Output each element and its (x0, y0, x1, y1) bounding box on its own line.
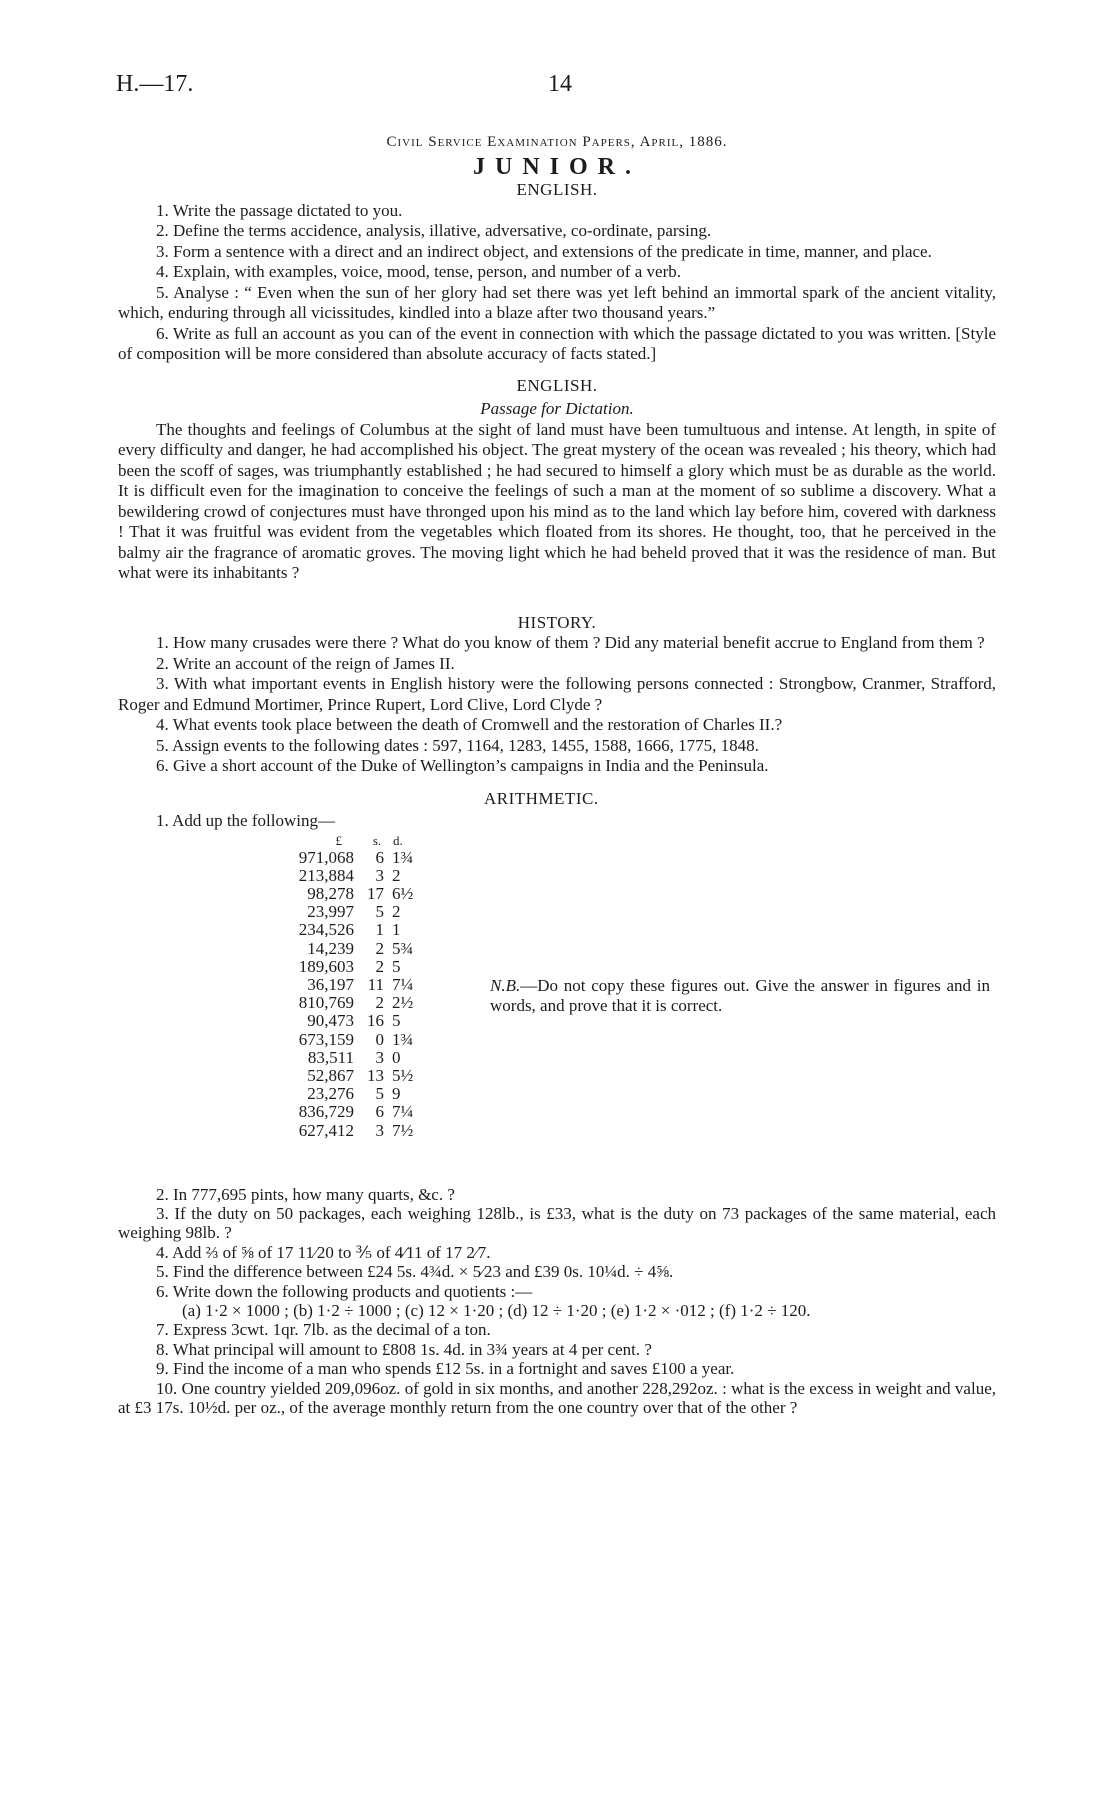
money-table-row (268, 976, 424, 994)
pounds-column-header: £ (335, 832, 342, 848)
pence-column-header: d. (393, 832, 403, 848)
pounds-cell: 90,473 (307, 1011, 354, 1031)
money-table-row (268, 921, 424, 939)
pence-cell: 7½ (392, 1120, 414, 1140)
shillings-cell: 5 (375, 902, 384, 922)
arithmetic-section (118, 787, 996, 1185)
question: 3. If the duty on 50 packages, each weighing 128lb., is £33, what is the duty on 73 packages of the same material, each weighing 98lb. ? (118, 1203, 996, 1243)
pounds-cell: 83,511 (307, 1047, 354, 1067)
money-table-row (268, 994, 424, 1012)
question: 5. Find the difference between £24 5s. 4¾d. × 5⁄23 and £39 0s. 10¼d. ÷ 4⅝. (156, 1262, 674, 1282)
pounds-cell: 971,068 (298, 847, 354, 867)
shillings-cell: 3 (375, 865, 384, 885)
nota-bene (490, 976, 990, 1017)
question: 4. Explain, with examples, voice, mood, tense, person, and number of a verb. (156, 262, 681, 281)
question: 2. Define the terms accidence, analysis, illative, adversative, co-ordinate, parsing. (156, 221, 712, 240)
dictation-heading: ENGLISH. (516, 375, 598, 395)
money-table-row (268, 885, 424, 903)
question: 1. Add up the following— (156, 810, 335, 830)
pounds-cell: 23,997 (307, 902, 354, 922)
page-header (118, 60, 996, 100)
shillings-cell: 2 (375, 956, 384, 976)
question: 3. Form a sentence with a direct and an indirect object, and extensions of the predicate in time, manner, and place. (156, 241, 932, 261)
money-table-row (268, 1012, 424, 1030)
arithmetic-heading: ARITHMETIC. (484, 788, 599, 808)
pounds-cell: 810,769 (298, 993, 354, 1013)
question: 5. Analyse : “ Even when the sun of her glory had set there was yet left behind an immortal spark of the ancient vitality, which, enduring through all vicissitudes, kindled into a blaze after two thousand years.” (118, 282, 996, 322)
english-questions (118, 201, 996, 365)
money-table-row (268, 867, 424, 885)
money-table (268, 833, 424, 1140)
pence-cell: 5¾ (392, 938, 414, 958)
shillings-cell: 0 (375, 1029, 384, 1049)
pounds-cell: 52,867 (307, 1065, 354, 1085)
page-number: 14 (548, 71, 572, 97)
history-questions (118, 633, 996, 777)
pence-cell: 1 (392, 920, 401, 940)
pence-cell: 1¾ (392, 1029, 414, 1049)
shillings-cell: 6 (375, 847, 384, 867)
exam-page (118, 60, 996, 1417)
pence-cell: 5½ (392, 1065, 414, 1085)
pence-cell: 0 (392, 1047, 401, 1067)
pounds-cell: 36,197 (307, 974, 354, 994)
pence-cell: 9 (392, 1084, 401, 1104)
shillings-cell: 2 (375, 993, 384, 1013)
shillings-cell: 13 (367, 1065, 384, 1085)
question: 6. Give a short account of the Duke of Wellington’s campaigns in India and the Peninsula. (156, 756, 769, 775)
pounds-cell: 234,526 (298, 920, 354, 940)
question: 1. How many crusades were there ? What do you know of them ? Did any material benefit accrue to England from them ? (156, 633, 985, 652)
level-title: JUNIOR. (472, 153, 641, 180)
shillings-cell: 3 (375, 1047, 384, 1067)
question: 7. Express 3cwt. 1qr. 7lb. as the decimal of a ton. (156, 1320, 491, 1340)
pence-cell: 5 (392, 956, 401, 976)
question: 5. Assign events to the following dates : 597, 1164, 1283, 1455, 1588, 1666, 1775, 1848. (156, 735, 759, 755)
money-table-row (268, 1049, 424, 1067)
pence-cell: 2 (392, 902, 401, 922)
dictation-passage: The thoughts and feelings of Columbus at the sight of land must have been tumultuous and intense. At length, in spite of every difficulty and danger, he had accomplished his object. The great mystery of the ocean was revealed ; his theory, which had been the scoff of sages, was triumphantly established ; he had secured to himself a glory which must be as durable as the world. It is difficult even for the imagination to conceive the feelings of such a man at the moment of so sublime a discovery. What a bewildering crowd of conjectures must have thronged upon his mind as to the land which lay before him, covered with darkness ! That it was fruitful was evident from the vegetables which floated from its shores. He thought, too, that he perceived in the balmy air the fragrance of aromatic groves. The moving light which he had beheld proved that it was the residence of man. But what were its inhabitants ? (118, 419, 996, 582)
shillings-cell: 1 (375, 920, 384, 940)
shillings-cell: 3 (375, 1120, 384, 1140)
money-table-row (268, 849, 424, 867)
question: 2. In 777,695 pints, how many quarts, &c. ? (156, 1184, 455, 1204)
money-table-row (268, 940, 424, 958)
money-table-row (268, 1103, 424, 1121)
exam-title: Civil Service Examination Papers, April, 1886. (386, 134, 728, 150)
shillings-cell: 11 (367, 974, 384, 994)
pounds-cell: 836,729 (298, 1102, 354, 1122)
question: 4. What events took place between the death of Cromwell and the restoration of Charles II.? (156, 715, 783, 734)
question: 3. With what important events in English history were the following persons connected : Strongbow, Cranmer, Strafford, Roger and Edmund Mortimer, Prince Rupert, Lord Clive, Lord Clyde ? (118, 674, 996, 714)
shillings-cell: 17 (367, 883, 384, 903)
pence-cell: 7¼ (392, 974, 414, 994)
pounds-cell: 627,412 (298, 1120, 354, 1140)
question: 8. What principal will amount to £808 1s. 4d. in 3¾ years at 4 per cent. ? (156, 1339, 652, 1359)
pounds-cell: 189,603 (298, 956, 354, 976)
question: 1. Write the passage dictated to you. (156, 200, 403, 220)
pence-cell: 7¼ (392, 1102, 414, 1122)
money-table-row (268, 1122, 424, 1140)
pounds-cell: 213,884 (298, 865, 354, 885)
question: (a) 1·2 × 1000 ; (b) 1·2 ÷ 1000 ; (c) 12 × 1·20 ; (d) 12 ÷ 1·20 ; (e) 1·2 × ·012 ; (f) 1·2 ÷ 120. (182, 1300, 811, 1320)
money-table-row (268, 1085, 424, 1103)
pounds-cell: 14,239 (307, 938, 354, 958)
dictation-subheading: Passage for Dictation. (480, 399, 634, 418)
shillings-cell: 16 (367, 1011, 384, 1031)
pence-cell: 6½ (392, 883, 414, 903)
history-heading: HISTORY. (517, 612, 597, 632)
money-table-row (268, 903, 424, 921)
question: 6. Write down the following products and quotients :— (156, 1281, 533, 1301)
arithmetic-questions (118, 1185, 996, 1418)
english-heading: ENGLISH. (516, 180, 598, 199)
pence-cell: 2½ (392, 993, 414, 1013)
question: 2. Write an account of the reign of James II. (156, 653, 455, 673)
pounds-cell: 673,159 (298, 1029, 354, 1049)
pence-cell: 1¾ (392, 847, 414, 867)
question: 6. Write as full an account as you can of the event in connection with which the passage dictated to you was written. [Style of composition will be more considered than absolute accuracy of facts stated.] (118, 323, 996, 363)
pounds-cell: 23,276 (307, 1084, 354, 1104)
nota-bene-label: N.B. (490, 975, 521, 995)
question: 4. Add ⅔ of ⅝ of 17 11⁄20 to ⅗ of 4⁄11 of 17 2⁄7. (156, 1242, 491, 1262)
question: 10. One country yielded 209,096oz. of gold in six months, and another 228,292oz. : what is the excess in weight and value, at £3 17s. 10½d. per oz., of the average monthly return from the one country over that of the other ? (118, 1378, 996, 1417)
money-table-row (268, 1067, 424, 1085)
document-code: H.—17. (116, 71, 194, 97)
pounds-cell: 98,278 (307, 883, 354, 903)
shillings-cell: 2 (375, 938, 384, 958)
question: 9. Find the income of a man who spends £12 5s. in a fortnight and saves £100 a year. (156, 1359, 735, 1379)
money-table-row (268, 958, 424, 976)
pence-cell: 2 (392, 865, 401, 885)
shillings-column-header: s. (372, 832, 382, 848)
pence-cell: 5 (392, 1011, 401, 1031)
money-table-header (268, 833, 424, 849)
shillings-cell: 5 (375, 1084, 384, 1104)
shillings-cell: 6 (375, 1102, 384, 1122)
nota-bene-text: —Do not copy these figures out. Give the answer in figures and in words, and prove that it is correct. (490, 975, 990, 1015)
money-table-row (268, 1031, 424, 1049)
